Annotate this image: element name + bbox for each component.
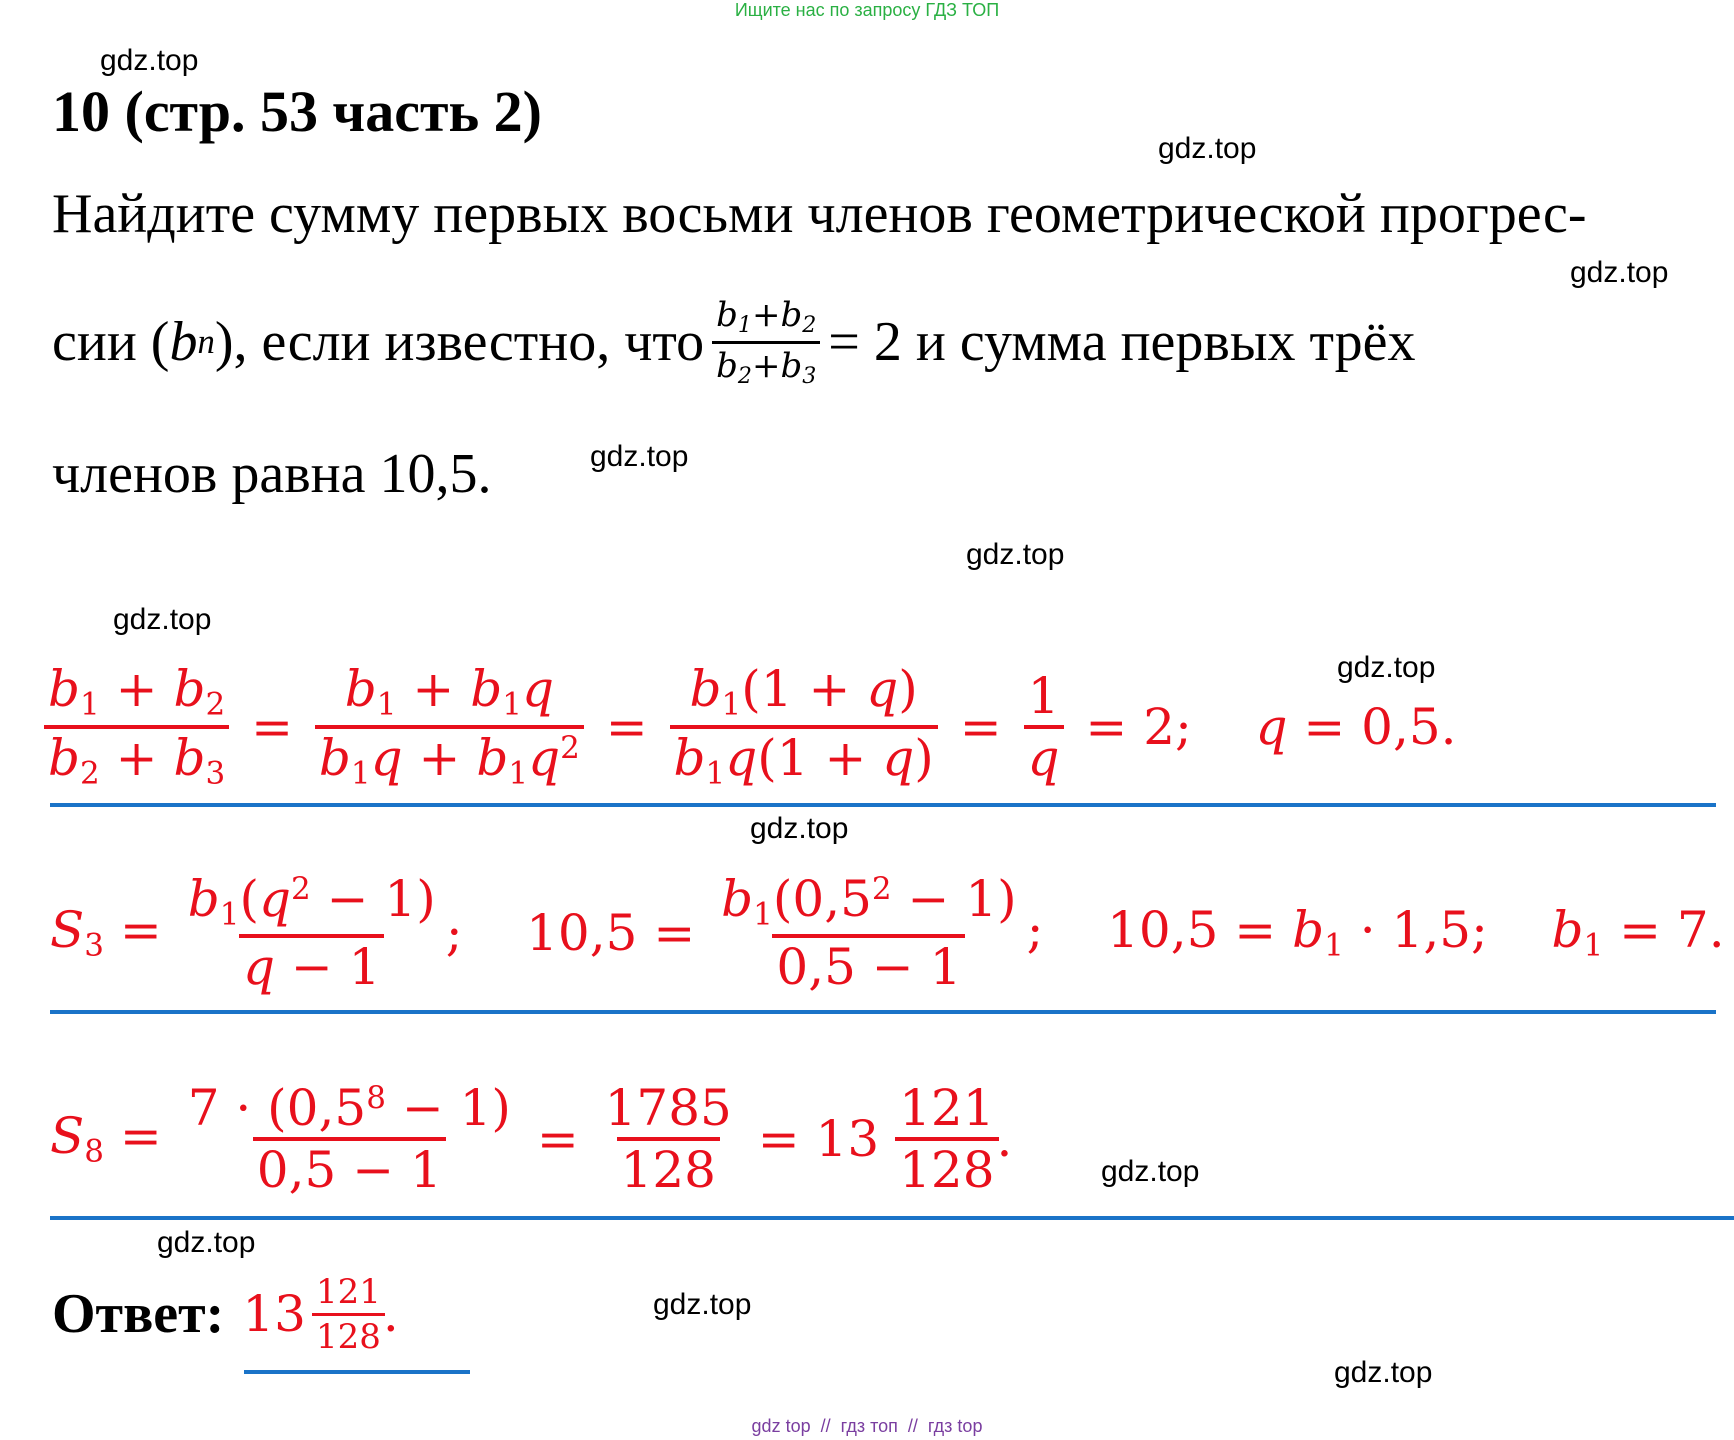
problem-text: b (169, 311, 198, 373)
fraction: $\frac{b_1(1 + q)}{b_1q(1 + q)}$ (670, 664, 938, 789)
answer-underline (244, 1370, 470, 1374)
top-banner: Ищите нас по запросу ГДЗ ТОП (734, 0, 1000, 20)
watermark: gdz.top (653, 1288, 752, 1321)
answer-label: Ответ: (52, 1283, 225, 1345)
answer-value: 13 $\frac{121}{128}$ . (242, 1271, 399, 1357)
problem-line-3: членов равна 10,5. (52, 443, 492, 505)
watermark: gdz.top (1101, 1155, 1200, 1188)
divider (50, 1216, 1734, 1220)
given-ratio-fraction (712, 295, 820, 388)
solution-step-2: $S_3$ = $\frac{b_1(q^2 - 1)}{q - 1}$ ; 10,5 = $\frac{b_1(0,5^2 - 1)}{0,5 - 1}$ ; $10,5 = b_1 \cdot 1,5$; $b_1 = 7$. (50, 869, 1725, 997)
watermark: gdz.top (100, 44, 199, 77)
fraction: $\frac{1785}{128}$ (604, 1079, 732, 1199)
answer-fraction (312, 1271, 385, 1357)
fraction-numerator: $b_1+b_2$ (716, 295, 817, 339)
watermark: gdz.top (750, 812, 849, 845)
watermark: gdz.top (113, 603, 212, 636)
fraction-denominator: $b_2+b_3$ (712, 341, 820, 389)
answer-numerator: 121 (315, 1271, 381, 1312)
fraction: $\frac{b_1 + b_2}{b_2 + b_3}$ (44, 664, 229, 789)
watermark: gdz.top (1570, 256, 1669, 289)
watermark: gdz.top (590, 440, 689, 473)
fraction: $\frac{7 \cdot (0,5^8 - 1)}{0,5 - 1}$ (187, 1079, 511, 1200)
problem-text: ), если известно, что (214, 311, 705, 373)
problem-title: 10 (стр. 53 часть 2) (52, 79, 542, 144)
solution-step-1: $\frac{b_1 + b_2}{b_2 + b_3}$ = $\frac{b_1 + b_1q}{b_1q + b_1q^2}$ = $\frac{b_1(1 + q)}{b_1q(1 + q)}$ = $\frac{1}{q}$ = 2; q = 0,5. (44, 654, 1457, 800)
divider (50, 803, 1716, 807)
watermark: gdz.top (1334, 1356, 1433, 1389)
fraction: $\frac{121}{128}$ (895, 1083, 998, 1195)
watermark: gdz.top (157, 1226, 256, 1259)
fraction: $\frac{b_1(0,5^2 - 1)}{0,5 - 1}$ (721, 869, 1017, 997)
footer: gdz top // гдз топ // гдз top (751, 1416, 983, 1436)
fraction: $\frac{b_1(q^2 - 1)}{q - 1}$ (187, 869, 436, 997)
watermark: gdz.top (1337, 651, 1436, 684)
problem-line-2 (52, 292, 1415, 392)
solution-step-3: $S_8$ = $\frac{7 \cdot (0,5^8 - 1)}{0,5 - 1}$ = $\frac{1785}{128}$ = 13 $\frac{121}{128}$ . (50, 1079, 1013, 1200)
divider (50, 1010, 1716, 1014)
problem-text: n (197, 322, 215, 361)
problem-text: сии ( (52, 311, 170, 373)
problem-text: = 2 и сумма первых трёх (828, 311, 1416, 373)
answer-denominator: 128 (312, 1313, 385, 1354)
fraction: $\frac{1}{q}$ (1024, 671, 1064, 783)
watermark: gdz.top (1158, 132, 1257, 165)
fraction: $\frac{b_1 + b_1q}{b_1q + b_1q^2}$ (315, 664, 584, 789)
problem-line-1: Найдите сумму первых восьми членов геометрической прогрес- (52, 183, 1587, 245)
answer-whole: 13 (242, 1285, 306, 1343)
watermark: gdz.top (966, 538, 1065, 571)
answer-row (52, 1264, 399, 1364)
